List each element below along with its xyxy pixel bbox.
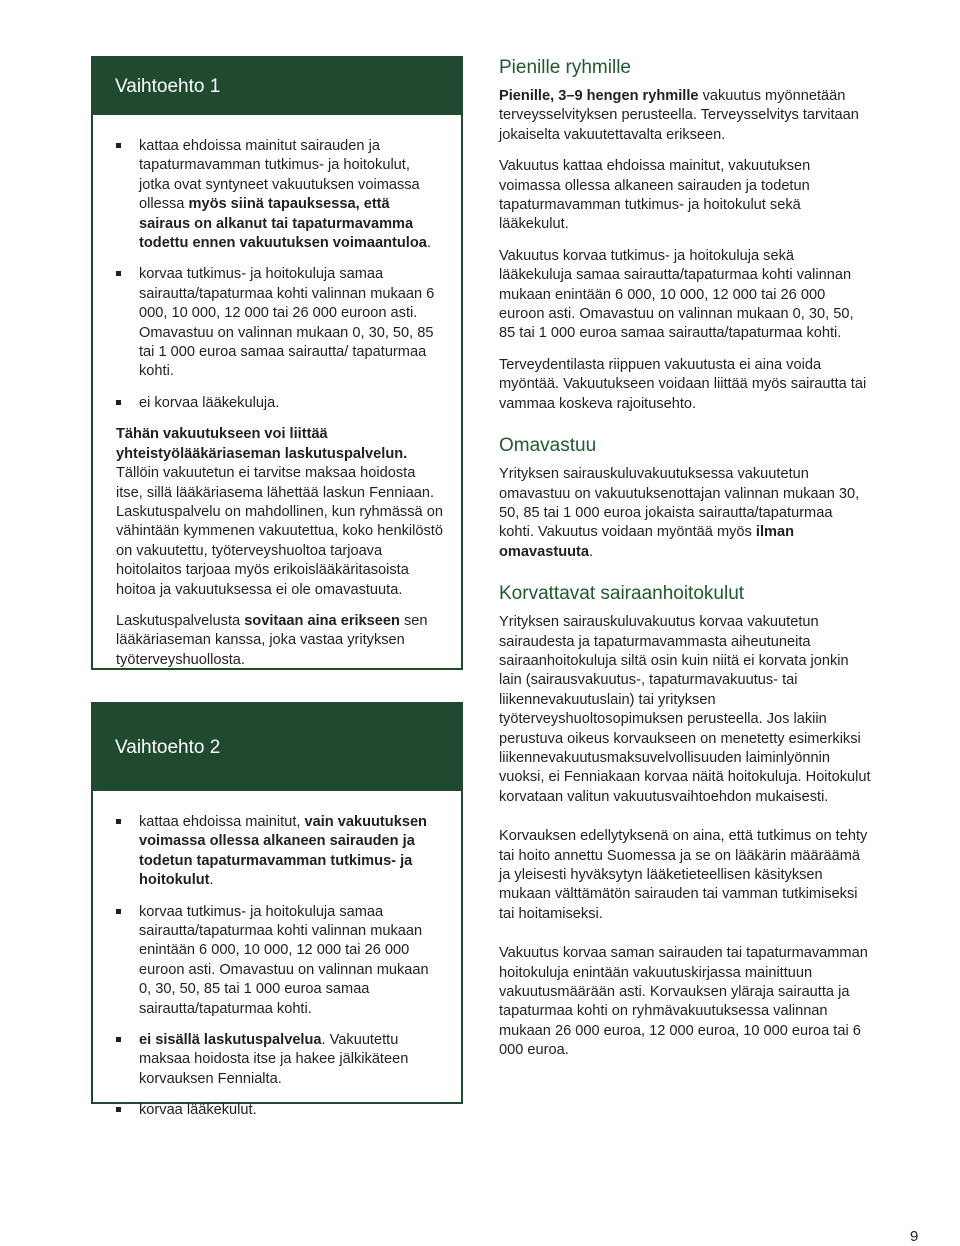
- paragraph: Yrityksen sairauskuluvakuutus korvaa vakuutetun sairaudesta ja tapaturmavammasta aiheutuneita sairaanhoitokuluja siltä osin kuin niitä ei korvata jonkin lain (sairausvakuutus-, tapaturmavakuutus- tai liikennevakuutuslain) tai yrityksen työterveyshuoltosopimuksen perusteella. Jos lakiin perustuva oikeus korvaukseen on menetetty esimerkiksi liikennevakuutusmaksuvelvollisuuden laiminlyönnin vuoksi, ei Fenniakaan korvaa näitä hoitokuluja. Hoitokulut korvataan valitun vakuutusvaihtoehdon mukaisesti.: [499, 614, 871, 805]
- list-item: [116, 813, 443, 891]
- list-item: [116, 265, 443, 381]
- list-item: [116, 394, 443, 413]
- paragraph: [499, 465, 871, 562]
- billing-service-paragraph: [116, 425, 443, 600]
- list-item: [116, 1101, 443, 1120]
- billing-agreement-text: Laskutuspalvelusta: [116, 612, 245, 629]
- billing-agreement-text-end: sen lääkäriaseman kanssa, joka vastaa yrityksen työterveyshuollosta.: [116, 612, 428, 668]
- deductible-section: [499, 434, 871, 562]
- list-item: [116, 137, 443, 253]
- reimbursable-costs-section: [499, 582, 871, 1061]
- list-item: [116, 903, 443, 1019]
- right-column: [499, 56, 871, 1081]
- billing-service-text: Tällöin vakuutetun ei tarvitse maksaa hoidosta itse, sillä lääkäriasema lähettää laskun Fenniaan. Laskutuspalvelu on mahdollinen, kun ryhmässä on vähintään kymmenen vakuutettua, koko henkilöstö on vakuutettu, työterveyshuoltoa tarjoava hoitolaitos tarjoaa myös erikoislääkäritasoista hoitoa ja vakuutuksessa ei ole omavastuuta.: [116, 465, 443, 598]
- option-2-box: [91, 702, 463, 1119]
- item-bold-text: vain vakuutuksen voimassa ollessa alkaneen sairauden ja todetun tapaturmavamman tutkimus- ja hoitokulut: [139, 814, 427, 889]
- paragraph-text: vakuutus myönnetään terveysselvityksen perusteella. Terveysselvitys tarvitaan jokaiselta vakuutettavalta erikseen.: [499, 88, 859, 143]
- section-heading: Korvattavat sairaanhoitokulut: [499, 583, 745, 605]
- paragraph-text-end: .: [589, 543, 594, 560]
- paragraph-bold: Pienille, 3–9 hengen ryhmille: [499, 88, 699, 104]
- small-groups-section: [499, 56, 871, 414]
- item-text: korvaa lääkekulut.: [139, 1102, 257, 1119]
- option-1-list: [116, 137, 443, 413]
- billing-agreement-paragraph: [116, 612, 443, 670]
- option-2-list: [116, 813, 443, 1121]
- item-subtext: Omavastuu on valinnan mukaan 0, 30, 50, 85 tai 1 000 euroa samaa sairautta/ tapaturmaa kohti.: [139, 324, 434, 380]
- item-text: korvaa tutkimus- ja hoitokuluja samaa sairautta/tapaturmaa kohti valinnan mukaan enintään 6 000, 10 000, 12 000 tai 26 000 euroon asti. Omavastuu on valinnan mukaan 0, 30, 50, 85 tai 1 000 euroa samaa sairautta/tapaturmaa kohti.: [139, 903, 429, 1017]
- item-text-end: .: [209, 872, 214, 889]
- list-item: [116, 1031, 443, 1089]
- paragraph: Vakuutus korvaa saman sairauden tai tapaturmavamman hoitokuluja enintään vakuutuskirjassa mainittuun vakuutusmäärään asti. Korvauksen yläraja sairautta ja tapaturmaa kohti on ryhmävakuutuksessa valinnan mukaan 26 000 euroa, 12 000 euroa, 10 000 euroa tai 6 000 euroa.: [499, 945, 868, 1059]
- paragraph: Vakuutus kattaa ehdoissa mainitut, vakuutuksen voimassa ollessa alkaneen sairauden ja todetun tapaturmavamman tutkimus- ja hoitokulut sekä lääkekulut.: [499, 158, 811, 233]
- paragraph: Vakuutus korvaa tutkimus- ja hoitokuluja sekä lääkekuluja samaa sairautta/tapaturmaa kohti valinnan mukaan enintään 6 000, 10 000, 12 000 tai 26 000 euroon asti. Omavastuu on valinnan mukaan 0, 30, 50, 85 tai 1 000 euroa samaa sairautta/tapaturmaa kohti.: [499, 247, 854, 342]
- section-heading: Omavastuu: [499, 435, 597, 457]
- paragraph: Korvauksen edellytyksenä on aina, että tutkimus on tehty tai hoito annettu Suomessa ja se on lääkärin määräämä ja yleisesti hyväksytyn lääketieteellisen käsityksen mukaan välttämätön sairauden tai vamman tutkimiseksi tai hoitamiseksi.: [499, 828, 868, 922]
- item-text: korvaa tutkimus- ja hoitokuluja samaa sairautta/tapaturmaa kohti valinnan mukaan 6 000, 10 000, 12 000 tai 26 000 euroon asti.: [139, 266, 435, 322]
- option-2-title: Vaihtoehto 2: [93, 704, 461, 791]
- item-text: kattaa ehdoissa mainitut sairauden ja tapaturmavamman tutkimus- ja hoitokulut, jotka ovat syntyneet vakuutuksen voimassa ollessa: [139, 138, 420, 213]
- option-1-body: [93, 115, 461, 670]
- item-text: . Vakuutettu maksaa hoidosta itse ja hakee jälkikäteen korvauksen Fennialta.: [139, 1032, 409, 1087]
- billing-agreement-bold: sovitaan aina erikseen: [244, 612, 400, 629]
- paragraph: Terveydentilasta riippuen vakuutusta ei aina voida myöntää. Vakuutukseen voidaan liittää myös sairautta tai vammaa koskeva rajoitusehto.: [499, 356, 867, 412]
- paragraph-bold: ilman omavastuuta: [499, 524, 795, 560]
- paragraph: [499, 87, 871, 145]
- item-bold-text: myös siinä tapauksessa, että sairaus on alkanut tai tapaturmavamma todettu ennen vakuutuksen voimaantuloa: [139, 196, 427, 252]
- page-number: 9: [910, 1228, 919, 1245]
- option-1-title: Vaihtoehto 1: [93, 58, 461, 115]
- item-text-end: .: [426, 235, 431, 252]
- billing-service-bold: Tähän vakuutukseen voi liittää yhteistyölääkäriaseman laskutuspalvelun.: [116, 426, 408, 462]
- item-text: kattaa ehdoissa mainitut,: [139, 814, 305, 830]
- section-heading: Pienille ryhmille: [499, 57, 631, 78]
- option-1-box: [91, 56, 463, 670]
- item-text: ei korvaa lääkekuluja.: [139, 394, 280, 411]
- item-bold-text: ei sisällä laskutuspalvelua: [139, 1032, 322, 1049]
- option-2-body: [93, 791, 461, 1121]
- paragraph-text: Yrityksen sairauskuluvakuutuksessa vakuutetun omavastuu on vakuutuksenottajan valinnan mukaan 30, 50, 85 tai 1 000 euroa jokaista sairautta/tapaturmaa kohti. Vakuutus voidaan myöntää myös: [499, 466, 860, 541]
